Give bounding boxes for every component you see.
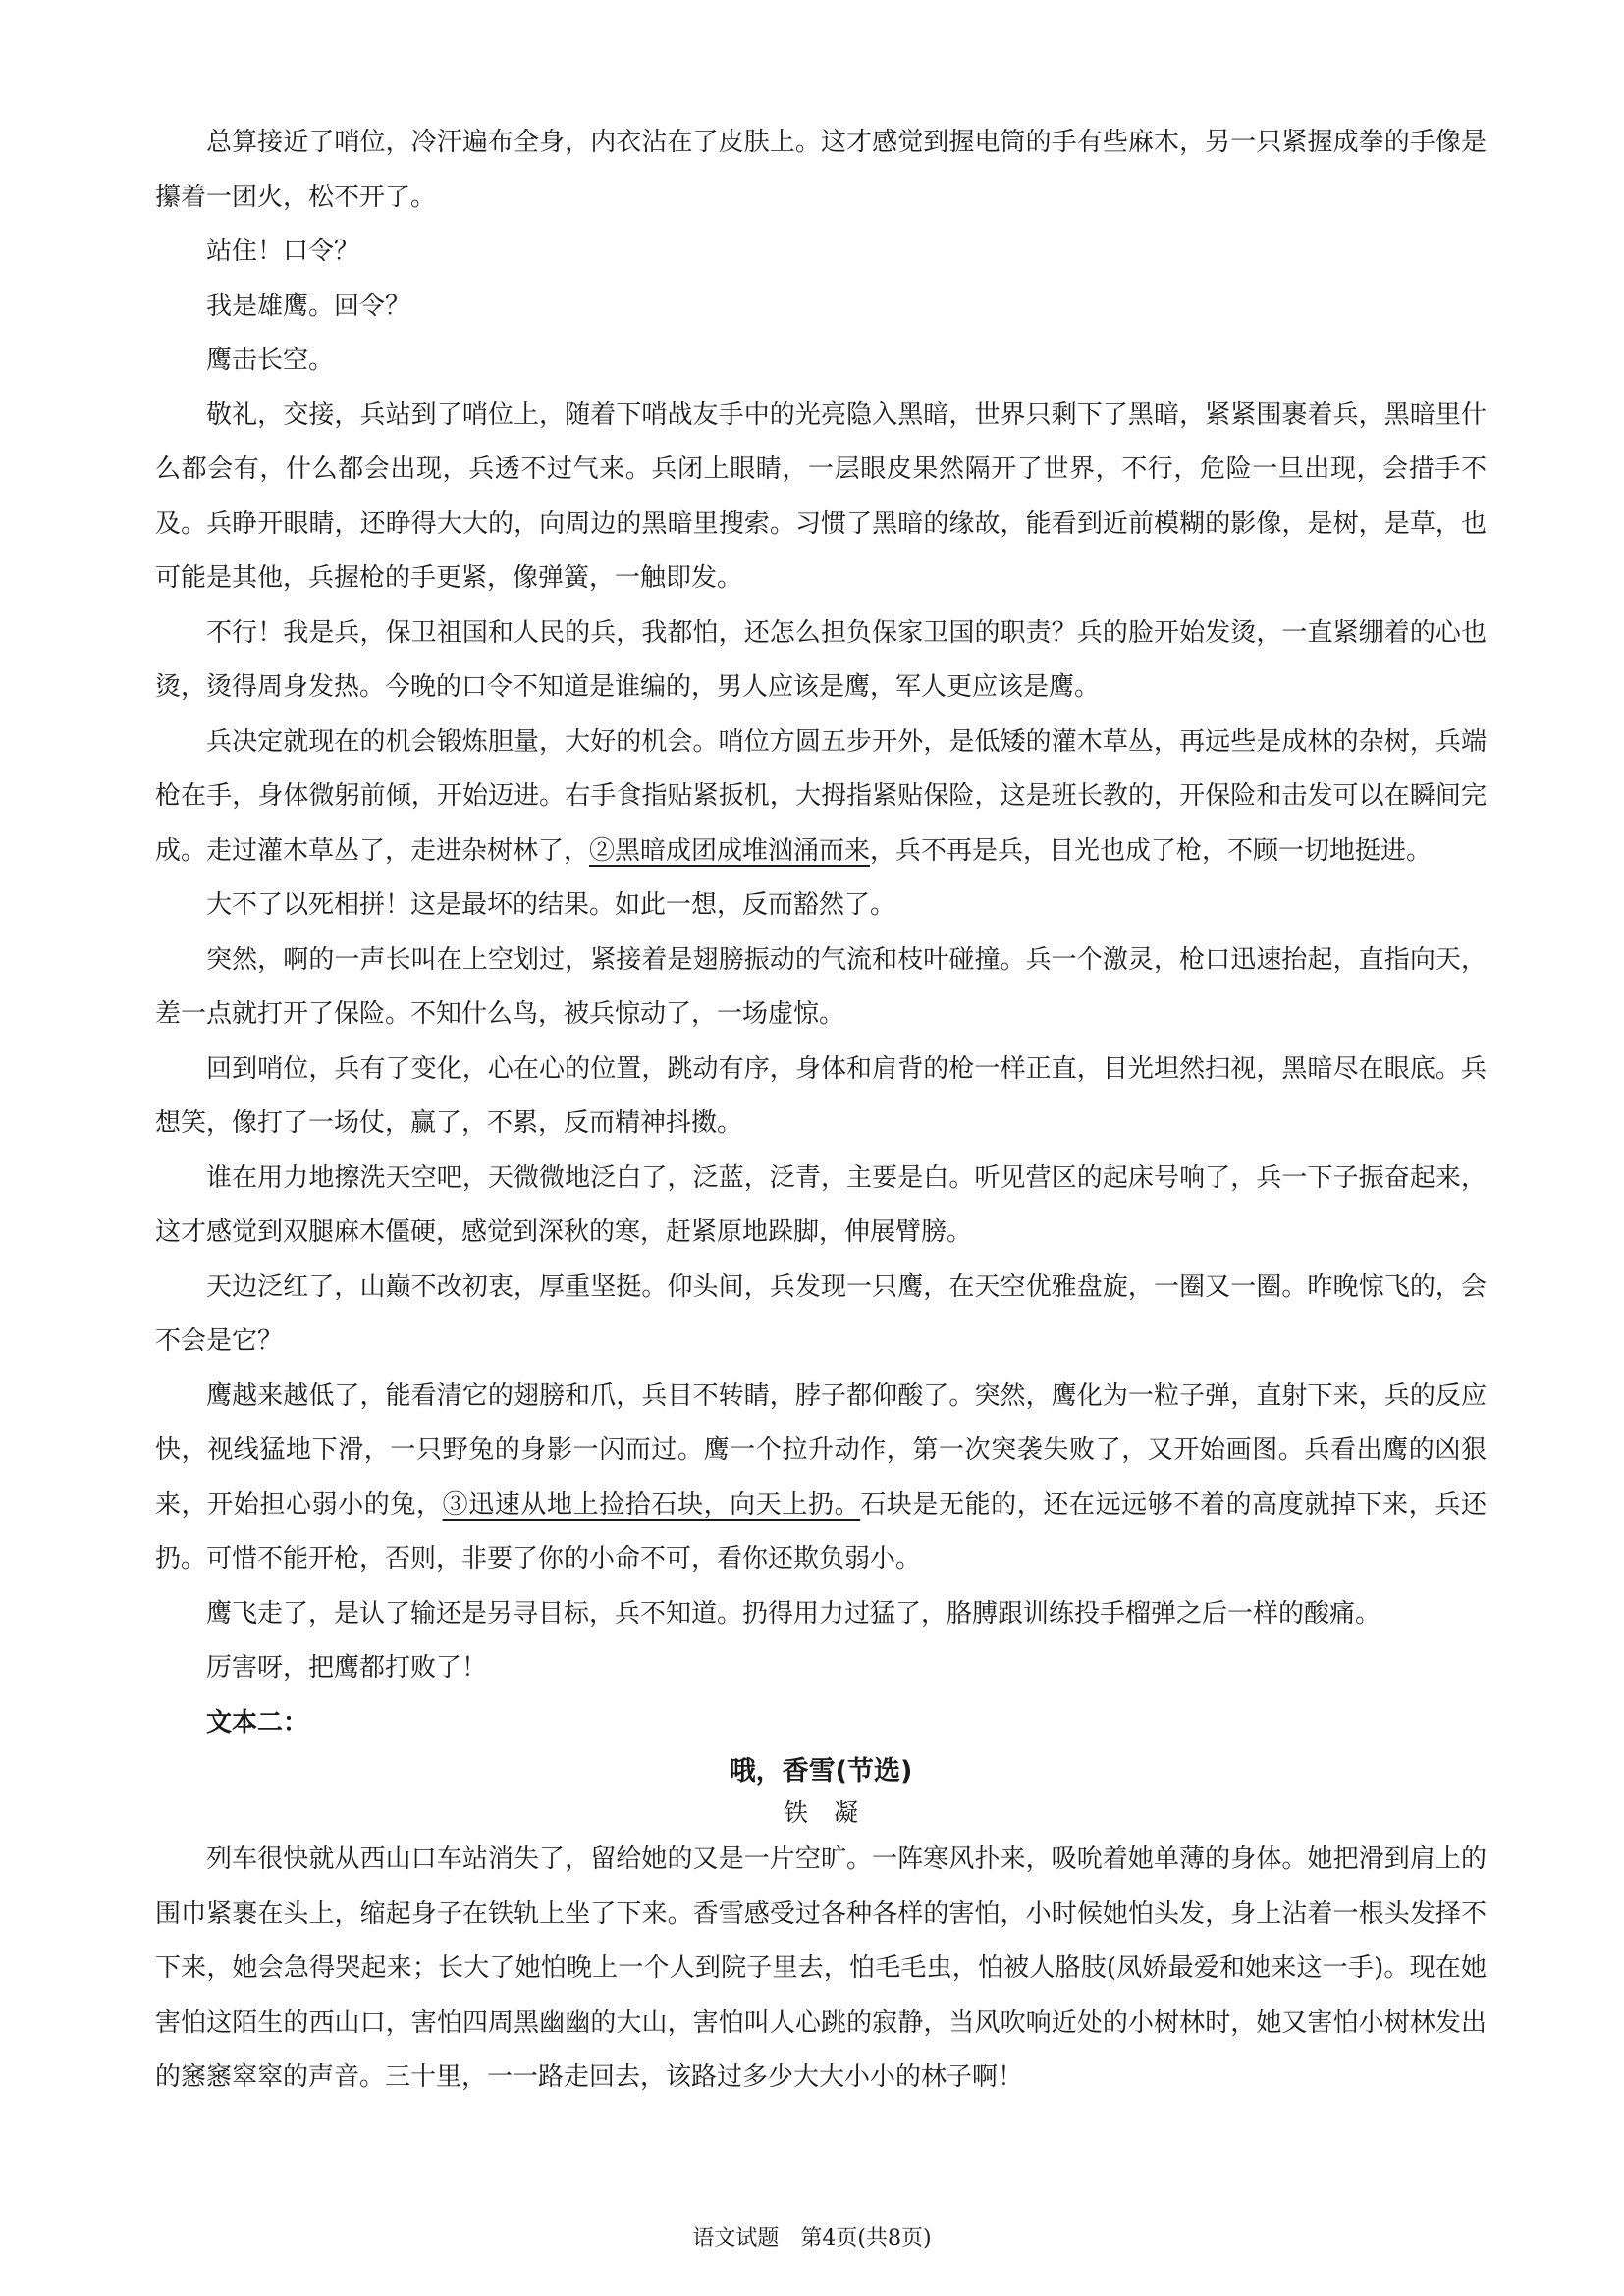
paragraph-text: 敬礼，交接，兵站到了哨位上，随着下哨战友手中的光亮隐入黑暗，世界只剩下了黑暗，紧紧围裹着兵，黑暗里什么都会有，什么都会出现，兵透不过气来。兵闭上眼睛，一层眼皮果然隔开了世界，不行，危险一旦出现，会措手不及。兵睁开眼睛，还睁得大大的，向周边的黑暗里搜索。习惯了黑暗的缘故，能看到近前模糊的影像，是树，是草，也可能是其他，兵握枪的手更紧，像弹簧，一触即发。 <box>155 400 1487 593</box>
paragraph <box>155 716 1487 880</box>
paragraph <box>155 1369 1487 1587</box>
paragraph <box>155 1641 1487 1696</box>
paragraph-text: 回到哨位，兵有了变化，心在心的位置，跳动有序，身体和肩背的枪一样正直，目光坦然扫视，黑暗尽在眼底。兵想笑，像打了一场仗，赢了，不累，反而精神抖擞。 <box>155 1053 1487 1138</box>
paragraph-text: 天边泛红了，山巅不改初衷，厚重坚挺。仰头间，兵发现一只鹰，在天空优雅盘旋，一圈又一圈。昨晚惊飞的，会不会是它？ <box>155 1271 1487 1356</box>
underlined-sentence: ③迅速从地上捡拾石块，向天上扔。 <box>442 1489 861 1520</box>
paragraph-text: 厉害呀，把鹰都打败了！ <box>206 1653 488 1682</box>
paragraph <box>155 934 1487 1042</box>
paragraph-text: 突然，啊的一声长叫在上空划过，紧接着是翅膀振动的气流和枝叶碰撞。兵一个激灵，枪口迅速抬起，直指向天，差一点就打开了保险。不知什么鸟，被兵惊动了，一场虚惊。 <box>155 944 1487 1029</box>
paragraph <box>155 1151 1487 1260</box>
section-label-text-two: 文本二： <box>206 1707 309 1737</box>
text-two-body <box>155 1833 1487 2106</box>
paragraph <box>155 1260 1487 1369</box>
paragraph-text: 不行！我是兵，保卫祖国和人民的兵，我都怕，还怎么担负保家卫国的职责？兵的脸开始发烫，一直紧绷着的心也烫，烫得周身发热。今晚的口令不知道是谁编的，男人应该是鹰，军人更应该是鹰。 <box>155 617 1487 702</box>
paragraph <box>155 116 1487 225</box>
paragraph-text: 大不了以死相拼！这是最坏的结果。如此一想，反而豁然了。 <box>206 890 896 920</box>
paragraph <box>155 879 1487 934</box>
article-title: 哦，香雪(节选) <box>729 1756 913 1787</box>
paragraph-text: 站住！口令？ <box>206 237 360 266</box>
paragraph-text: 兵决定就现在的机会锻炼胆量，大好的机会。哨位方圆五步开外，是低矮的灌木草丛，再远些是成林的杂树，兵端枪在手，身体微躬前倾，开始迈进。右手食指贴紧扳机，大拇指紧贴保险，这是班长教的，开保险和击发可以在瞬间完成。走过灌木草丛了，走进杂树林了， <box>155 726 1487 866</box>
paragraph <box>155 1042 1487 1151</box>
paragraph-text: 列车很快就从西山口车站消失了，留给她的又是一片空旷。一阵寒风扑来，吸吮着她单薄的身体。她把滑到肩上的围巾紧裹在头上，缩起身子在铁轨上坐了下来。香雪感受过各种各样的害怕，小时候她怕头发，身上沾着一根头发择不下来，她会急得哭起来；长大了她怕晚上一个人到院子里去，怕毛毛虫，怕被人胳肢(凤娇最爱和她来这一手)。现在她害怕这陌生的西山口，害怕四周黑幽幽的大山，害怕叫人心跳的寂静，当风吹响近处的小树林时，她又害怕小树林发出的窸窸窣窣的声音。三十里，一一路走回去，该路过多少大大小小的林子啊！ <box>155 1844 1487 2092</box>
text-one-body <box>155 116 1487 1696</box>
page-footer: 语文试题 第4页(共8页) <box>692 2226 932 2251</box>
paragraph-text: 石块是无能的，还在远远够不着的高度就掉下来，兵还扔。可惜不能开枪，否则，非要了你的小命不可，看你还欺负弱小。 <box>155 1489 1487 1574</box>
paragraph-text: 鹰飞走了，是认了输还是另寻目标，兵不知道。扔得用力过猛了，胳膊跟训练投手榴弹之后一样的酸痛。 <box>206 1598 1381 1629</box>
underlined-sentence: ②黑暗成团成堆汹涌而来 <box>589 835 871 866</box>
paragraph <box>155 334 1487 389</box>
article-author: 铁凝 <box>783 1798 884 1827</box>
paragraph-text: 我是雄鹰。回令？ <box>206 291 411 321</box>
page-content <box>155 116 1487 2106</box>
paragraph-text: 谁在用力地擦洗天空吧，天微微地泛白了，泛蓝，泛青，主要是白。听见营区的起床号响了，兵一下子振奋起来，这才感觉到双腿麻木僵硬，感觉到深秋的寒，赶紧原地跺脚，伸展臂膀。 <box>155 1162 1487 1247</box>
paragraph-text: 鹰越来越低了，能看清它的翅膀和爪，兵目不转睛，脖子都仰酸了。突然，鹰化为一粒子弹，直射下来，兵的反应快，视线猛地下滑，一只野兔的身影一闪而过。鹰一个拉升动作，第一次突袭失败了，又开始画图。兵看出鹰的凶狠来，开始担心弱小的兔， <box>155 1380 1487 1520</box>
paragraph-text: 鹰击长空。 <box>206 346 335 375</box>
paragraph <box>155 225 1487 280</box>
paragraph <box>155 607 1487 716</box>
paragraph-text: ，兵不再是兵，目光也成了枪，不顾一切地挺进。 <box>870 835 1433 866</box>
paragraph <box>155 389 1487 607</box>
paragraph <box>155 1587 1487 1642</box>
paragraph <box>155 280 1487 335</box>
paragraph-text: 总算接近了哨位，冷汗遍布全身，内衣沾在了皮肤上。这才感觉到握电筒的手有些麻木，另一只紧握成拳的手像是攥着一团火，松不开了。 <box>155 128 1487 212</box>
paragraph <box>155 1833 1487 2106</box>
